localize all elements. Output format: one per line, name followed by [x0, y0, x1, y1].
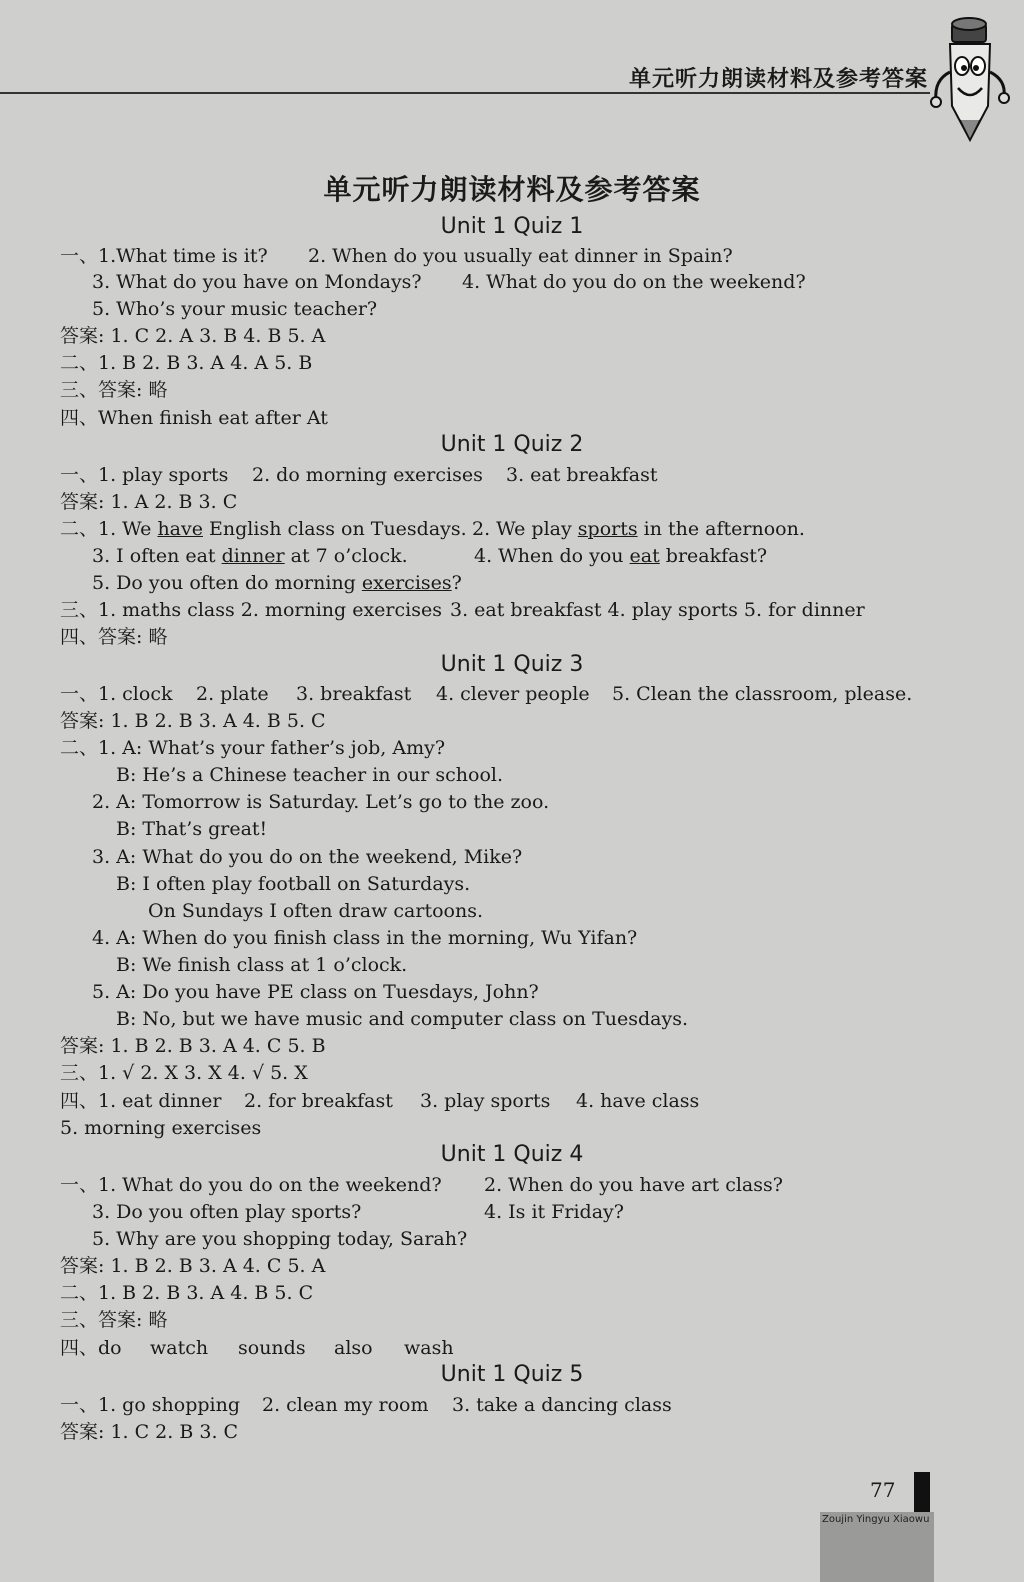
- quiz3-dialogue: B: That’s great!: [116, 818, 268, 840]
- quiz3-dialogue: 3. A: What do you do on the weekend, Mike?: [92, 846, 523, 868]
- quiz5-line: 2. clean my room: [262, 1394, 429, 1416]
- quiz2-line: 2. do morning exercises: [252, 464, 483, 486]
- quiz2-part3: 三、1. maths class 2. morning exercises: [60, 599, 442, 621]
- quiz2-sentence-4: 4. When do you eat breakfast?: [474, 545, 768, 567]
- quiz4-part2: 二、1. B 2. B 3. A 4. B 5. C: [60, 1282, 314, 1304]
- quiz2-sentence-2: 2. We play sports in the afternoon.: [472, 518, 805, 540]
- page-marker: [914, 1472, 930, 1512]
- quiz4-part3: 三、答案: 略: [60, 1309, 168, 1331]
- quiz2-part4: 四、答案: 略: [60, 626, 168, 648]
- quiz3-part4: 5. morning exercises: [60, 1117, 262, 1139]
- quiz3-dialogue: B: He’s a Chinese teacher in our school.: [116, 764, 504, 786]
- quiz4-part4: watch: [150, 1337, 209, 1359]
- quiz3-answers: 答案: 1. B 2. B 3. A 4. B 5. C: [60, 710, 326, 732]
- quiz3-dialogue: 5. A: Do you have PE class on Tuesdays, John?: [92, 981, 539, 1003]
- quiz3-dialogue: On Sundays I often draw cartoons.: [148, 900, 483, 922]
- quiz3-line: 5. Clean the classroom, please.: [612, 683, 913, 705]
- quiz5-answers: 答案: 1. C 2. B 3. C: [60, 1421, 239, 1443]
- quiz3-heading: Unit 1 Quiz 3: [440, 652, 584, 677]
- page-title: 单元听力朗读材料及参考答案: [323, 173, 701, 206]
- quiz3-line: 3. breakfast: [296, 683, 412, 705]
- quiz3-dialogue: 4. A: When do you finish class in the morning, Wu Yifan?: [92, 927, 638, 949]
- quiz4-part4: also: [334, 1337, 373, 1359]
- quiz5-line: 一、1. go shopping: [60, 1394, 241, 1416]
- quiz1-part4: 四、When finish eat after At: [60, 407, 328, 429]
- quiz2-line: 3. eat breakfast: [506, 464, 658, 486]
- quiz4-line: 2. When do you have art class?: [484, 1174, 783, 1196]
- quiz4-line: 3. Do you often play sports?: [92, 1201, 362, 1223]
- quiz1-part2: 二、1. B 2. B 3. A 4. A 5. B: [60, 352, 313, 374]
- quiz1-part3: 三、答案: 略: [60, 379, 168, 401]
- quiz4-part4: wash: [404, 1337, 454, 1359]
- quiz2-sentence-5: 5. Do you often do morning exercises?: [92, 572, 462, 594]
- quiz3-part4: 3. play sports: [420, 1090, 551, 1112]
- quiz2-line: 一、1. play sports: [60, 464, 229, 486]
- quiz1-line: 3. What do you have on Mondays?: [92, 271, 422, 293]
- quiz1-line: 一、1.What time is it?: [60, 245, 268, 267]
- quiz2-part3: 3. eat breakfast 4. play sports 5. for dinner: [450, 599, 865, 621]
- quiz3-part4: 4. have class: [576, 1090, 700, 1112]
- quiz4-line: 一、1. What do you do on the weekend?: [60, 1174, 442, 1196]
- quiz2-sentence-3: 3. I often eat dinner at 7 o’clock.: [92, 545, 408, 567]
- quiz3-dialogue: 2. A: Tomorrow is Saturday. Let’s go to the zoo.: [92, 791, 550, 813]
- quiz1-answers: 答案: 1. C 2. A 3. B 4. B 5. A: [60, 325, 326, 347]
- quiz4-line: 5. Why are you shopping today, Sarah?: [92, 1228, 468, 1250]
- quiz4-part4: sounds: [238, 1337, 306, 1359]
- quiz2-sentence-1: 二、1. We have English class on Tuesdays.: [60, 518, 467, 540]
- quiz4-line: 4. Is it Friday?: [484, 1201, 624, 1223]
- quiz1-line: 4. What do you do on the weekend?: [462, 271, 806, 293]
- quiz3-part3: 三、1. √ 2. X 3. X 4. √ 5. X: [60, 1062, 308, 1084]
- quiz5-line: 3. take a dancing class: [452, 1394, 672, 1416]
- quiz3-line: 4. clever people: [436, 683, 590, 705]
- quiz3-dialogue: B: No, but we have music and computer class on Tuesdays.: [116, 1008, 688, 1030]
- quiz4-answers: 答案: 1. B 2. B 3. A 4. C 5. A: [60, 1255, 326, 1277]
- quiz2-heading: Unit 1 Quiz 2: [440, 432, 584, 457]
- pencil-mascot-icon: [928, 10, 1012, 150]
- quiz2-answers: 答案: 1. A 2. B 3. C: [60, 491, 238, 513]
- quiz4-part4: 四、do: [60, 1337, 122, 1359]
- quiz3-line: 一、1. clock: [60, 683, 173, 705]
- header-rule: [0, 92, 930, 94]
- quiz3-dialogue: 二、1. A: What’s your father’s job, Amy?: [60, 737, 446, 759]
- quiz3-part4: 2. for breakfast: [244, 1090, 393, 1112]
- quiz4-heading: Unit 1 Quiz 4: [440, 1142, 584, 1167]
- quiz3-answers-2: 答案: 1. B 2. B 3. A 4. C 5. B: [60, 1035, 326, 1057]
- quiz1-line: 2. When do you usually eat dinner in Spain?: [308, 245, 733, 267]
- quiz3-part4: 四、1. eat dinner: [60, 1090, 222, 1112]
- quiz3-line: 2. plate: [196, 683, 269, 705]
- quiz3-dialogue: B: We finish class at 1 o’clock.: [116, 954, 408, 976]
- page-number: 77: [870, 1478, 896, 1502]
- footer-brand: Zoujin Yingyu Xiaowu: [822, 1514, 930, 1525]
- running-header-title: 单元听力朗读材料及参考答案: [628, 66, 928, 92]
- quiz1-heading: Unit 1 Quiz 1: [440, 214, 584, 239]
- quiz1-line: 5. Who’s your music teacher?: [92, 298, 378, 320]
- quiz5-heading: Unit 1 Quiz 5: [440, 1362, 584, 1387]
- quiz3-dialogue: B: I often play football on Saturdays.: [116, 873, 471, 895]
